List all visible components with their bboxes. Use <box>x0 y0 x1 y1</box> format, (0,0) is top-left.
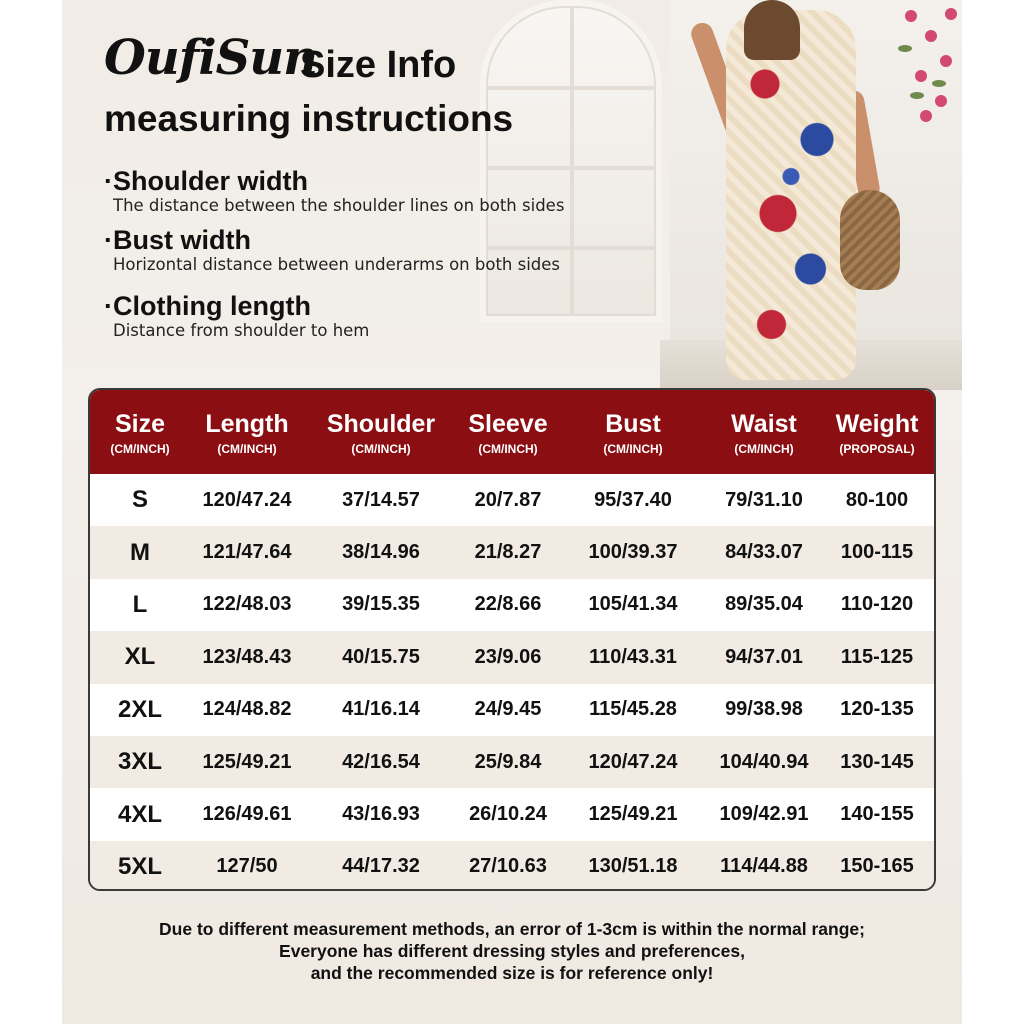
instruction-desc: Distance from shoulder to hem <box>113 321 370 340</box>
cell-bust: 95/37.40 <box>594 488 672 511</box>
model-photo <box>690 0 910 388</box>
cell-sleeve: 22/8.66 <box>474 593 542 616</box>
cell-waist: 109/42.91 <box>719 803 809 826</box>
cell-size: S <box>131 486 148 514</box>
cell-shoulder: 40/15.75 <box>342 645 420 668</box>
instruction-title: ·Clothing length <box>104 291 311 321</box>
instruction-clothing-length <box>104 291 369 341</box>
cell-bust: 105/41.34 <box>588 593 678 616</box>
cell-length: 120/47.24 <box>202 488 292 511</box>
cell-waist: 114/44.88 <box>720 855 808 878</box>
column-header-weight: Weight (PROPOSAL) <box>835 410 919 456</box>
table-row <box>90 526 934 578</box>
cell-length: 127/50 <box>216 855 278 878</box>
cell-weight: 115-125 <box>840 645 914 668</box>
cell-shoulder: 43/16.93 <box>342 803 420 826</box>
cell-bust: 115/45.28 <box>589 698 677 721</box>
footer-note-line-2: Everyone has different dressing styles and preferences, <box>279 941 745 961</box>
cell-bust: 120/47.24 <box>588 750 678 773</box>
table-row <box>90 736 934 788</box>
table-header <box>90 390 934 474</box>
cell-weight: 140-155 <box>840 803 914 826</box>
size-chart-table <box>88 388 936 891</box>
instruction-desc: Horizontal distance between underarms on both sides <box>113 255 561 274</box>
straw-bag <box>840 190 900 290</box>
cell-sleeve: 24/9.45 <box>474 698 542 721</box>
cell-waist: 89/35.04 <box>725 593 803 616</box>
cell-shoulder: 39/15.35 <box>342 593 420 616</box>
cell-size: L <box>132 590 148 618</box>
size-info-title: Size Info <box>300 44 457 86</box>
instruction-desc: The distance between the shoulder lines on both sides <box>113 196 565 215</box>
cell-weight: 110-120 <box>840 593 914 616</box>
cell-sleeve: 25/9.84 <box>474 750 542 773</box>
cell-sleeve: 23/9.06 <box>474 645 542 668</box>
instruction-shoulder-width <box>104 166 564 216</box>
cell-waist: 84/33.07 <box>725 541 803 564</box>
footer-note-line-3: and the recommended size is for reference only! <box>310 963 714 983</box>
cell-size: 2XL <box>117 695 162 723</box>
cell-length: 126/49.61 <box>202 803 292 826</box>
cell-weight: 130-145 <box>840 750 914 773</box>
cell-bust: 125/49.21 <box>588 803 678 826</box>
instruction-title: ·Bust width <box>104 225 251 255</box>
table-row <box>90 684 934 736</box>
cell-bust: 130/51.18 <box>588 855 678 878</box>
column-header-sleeve: Sleeve (CM/INCH) <box>468 410 548 456</box>
instruction-bust-width <box>104 225 560 275</box>
cell-weight: 120-135 <box>840 698 914 721</box>
cell-sleeve: 20/7.87 <box>474 488 542 511</box>
cell-size: 5XL <box>117 852 162 880</box>
cell-length: 123/48.43 <box>202 645 292 668</box>
cell-weight: 150-165 <box>840 855 914 878</box>
cell-bust: 100/39.37 <box>588 541 678 564</box>
cell-length: 125/49.21 <box>202 750 292 773</box>
cell-length: 122/48.03 <box>202 593 292 616</box>
column-header-bust: Bust (CM/INCH) <box>603 410 663 456</box>
cell-shoulder: 42/16.54 <box>342 750 420 773</box>
cell-weight: 100-115 <box>840 541 914 564</box>
column-header-waist: Waist (CM/INCH) <box>731 410 797 456</box>
column-header-size: Size (CM/INCH) <box>110 410 170 456</box>
cell-weight: 80-100 <box>845 488 909 511</box>
cell-length: 121/47.64 <box>202 541 292 564</box>
table-row <box>90 474 934 526</box>
cell-waist: 79/31.10 <box>725 488 803 511</box>
cell-sleeve: 21/8.27 <box>474 541 542 564</box>
table-row <box>90 579 934 631</box>
cell-waist: 94/37.01 <box>725 645 803 668</box>
cell-sleeve: 27/10.63 <box>469 855 547 878</box>
cell-bust: 110/43.31 <box>589 645 677 668</box>
cell-size: 4XL <box>117 800 162 828</box>
cell-sleeve: 26/10.24 <box>469 803 547 826</box>
cell-length: 124/48.82 <box>202 698 292 721</box>
cell-waist: 99/38.98 <box>725 698 803 721</box>
cell-shoulder: 38/14.96 <box>342 541 420 564</box>
cell-size: XL <box>124 643 156 671</box>
cell-waist: 104/40.94 <box>719 750 809 773</box>
cell-shoulder: 41/16.14 <box>342 698 420 721</box>
instruction-title: ·Shoulder width <box>104 166 308 196</box>
cell-size: M <box>130 538 150 566</box>
cell-size: 3XL <box>117 748 162 776</box>
cell-shoulder: 44/17.32 <box>342 855 420 878</box>
floral-dress <box>726 10 856 380</box>
footer-note-line-1: Due to different measurement methods, an error of 1-3cm is within the normal range; <box>159 919 865 939</box>
column-header-length: Length (CM/INCH) <box>205 410 289 456</box>
table-row <box>90 788 934 840</box>
table-row <box>90 841 934 891</box>
brand-logo: OufiSun <box>104 30 318 86</box>
measuring-instructions-heading: measuring instructions <box>104 98 514 139</box>
table-row <box>90 631 934 683</box>
column-header-shoulder: Shoulder (CM/INCH) <box>326 410 436 456</box>
cell-shoulder: 37/14.57 <box>342 488 420 511</box>
